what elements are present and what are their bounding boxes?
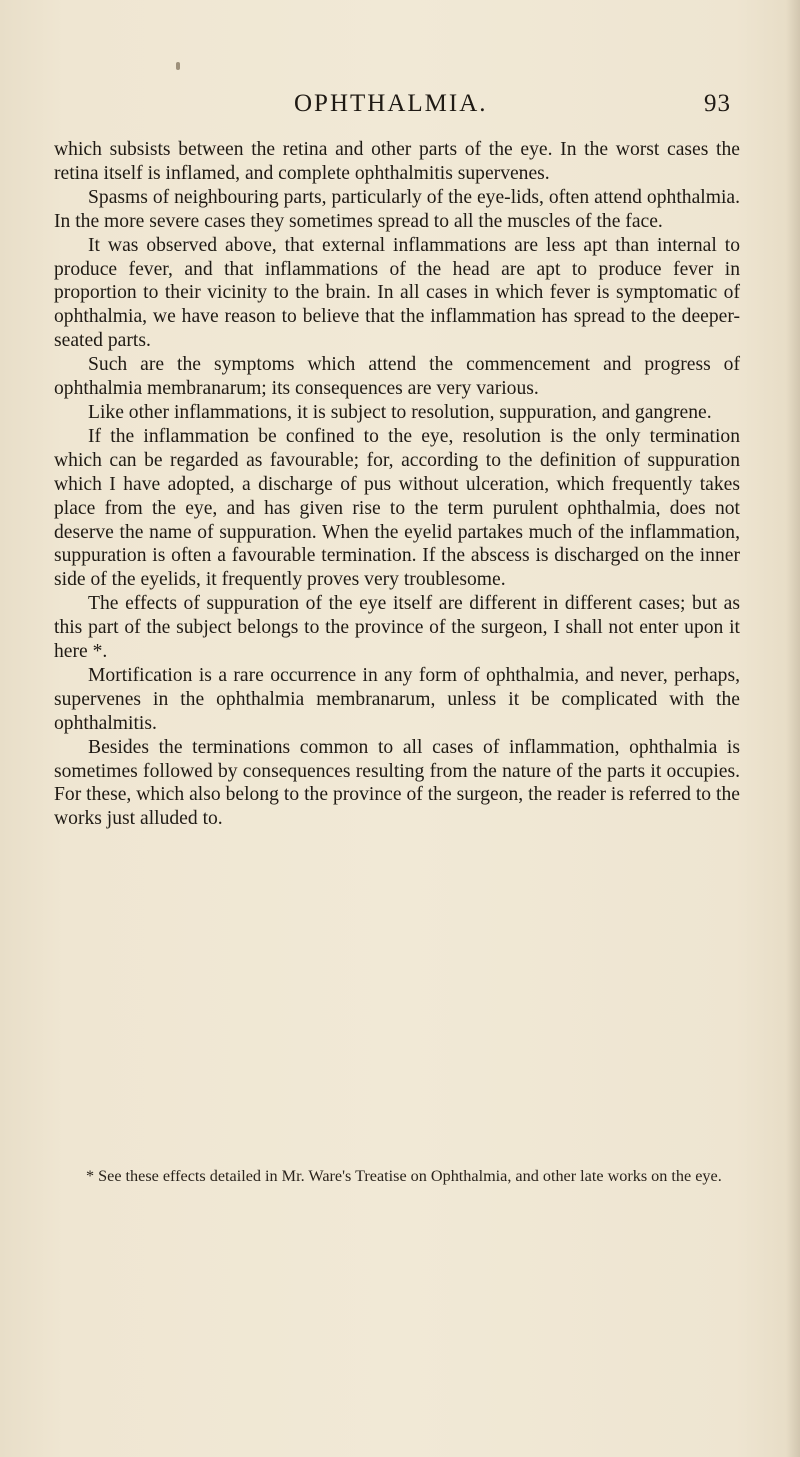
- paragraph-1: which subsists between the retina and other parts of the eye. In the worst cases the retina itself is inflamed, and complete ophthalmitis supervenes.: [54, 139, 740, 184]
- paragraph-9: Besides the terminations common to all cases of inflammation, ophthalmia is sometimes followed by consequences resulting from the nature of the parts it occupies. For these, which also belong to the province of the surgeon, the reader is referred to the works just alluded to.: [54, 736, 740, 830]
- page-edge-shadow: [786, 0, 800, 1457]
- running-head: OPHTHALMIA.: [294, 90, 488, 117]
- paragraph-4: Such are the symptoms which attend the commencement and progress of ophthalmia membranarum; its consequences are very various.: [54, 354, 740, 400]
- paragraph-5: Like other inflammations, it is subject to resolution, suppuration, and gangrene.: [88, 401, 712, 423]
- page-number: 93: [704, 90, 731, 117]
- footnote: * See these effects detailed in Mr. Ware's Treatise on Ophthalmia, and other late works on the eye.: [86, 1167, 722, 1185]
- paragraph-7: The effects of suppuration of the eye itself are different in different cases; but as this part of the subject belongs to the province of the surgeon, I shall not enter upon it here *.: [54, 593, 740, 663]
- paragraph-8: Mortification is a rare occurrence in any form of ophthalmia, and never, perhaps, supervenes in the ophthalmia membranarum, unless it be complicated with the ophthalmitis.: [54, 664, 740, 734]
- paragraph-2: Spasms of neighbouring parts, particularly of the eye-lids, often attend ophthalmia. In the more severe cases they sometimes spread to all the muscles of the face.: [54, 186, 740, 232]
- ink-mark: [176, 62, 180, 70]
- body-text: [54, 138, 740, 831]
- paragraph-3: It was observed above, that external inflammations are less apt than internal to produce fever, and that inflammations of the head are apt to produce fever in proportion to their vicinity to the brain. In all cases in which fever is symptomatic of ophthalmia, we have reason to believe that the inflammation has spread to the deeper-seated parts.: [54, 234, 740, 352]
- page-header: [0, 90, 800, 130]
- paragraph-6: If the inflammation be confined to the eye, resolution is the only termination which can be regarded as favourable; for, according to the definition of suppuration which I have adopted, a discharge of pus without ulceration, which frequently takes place from the eye, and has given rise to the term purulent ophthalmia, does not deserve the name of suppuration. When the eyelid partakes much of the inflammation, suppuration is often a favourable termination. If the abscess is discharged on the inner side of the eyelids, it frequently proves very troublesome.: [54, 425, 740, 591]
